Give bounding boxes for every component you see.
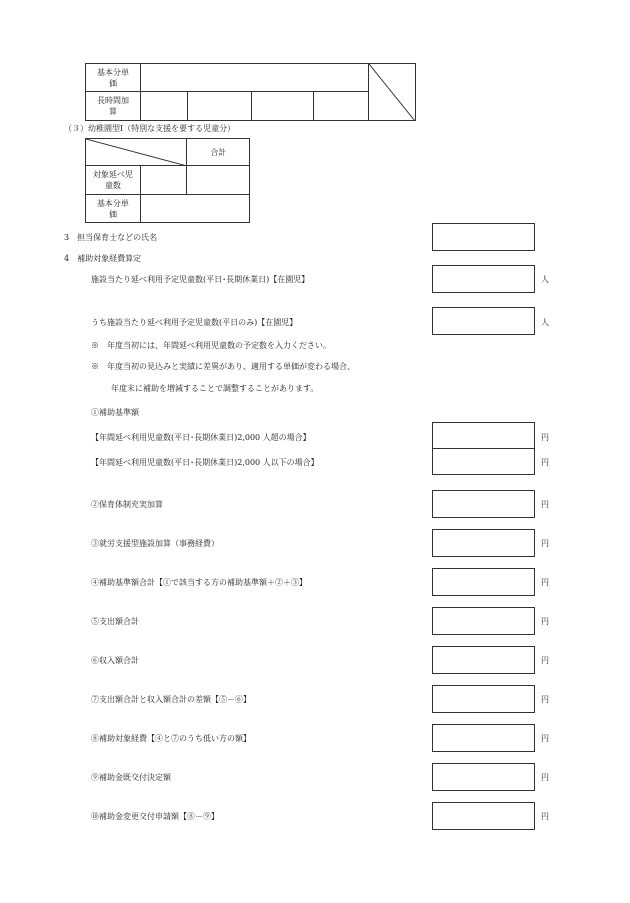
unit-yen: 円	[541, 500, 549, 509]
already-granted-input[interactable]	[432, 763, 535, 791]
long-hours-cell-1[interactable]	[140, 92, 187, 121]
rate-table-top	[85, 63, 416, 121]
row-label-base-rate	[86, 64, 141, 92]
unit-yen: 円	[541, 656, 549, 665]
row-label-text: 基本分単価	[96, 198, 129, 219]
special-support-table	[85, 138, 250, 223]
caregiver-name-input[interactable]	[432, 223, 535, 251]
row-label-long-hours	[86, 92, 141, 121]
staffing-addition-input[interactable]	[432, 490, 535, 518]
field-label-weekday-children: うち施設当たり延べ利用予定児童数(平日のみ)【在園児】	[91, 318, 298, 327]
employment-support-input[interactable]	[432, 529, 535, 557]
target-children-total-cell[interactable]	[187, 166, 250, 195]
amount-row-label: ⑧補助対象経費【④と⑦のうち低い方の額】	[91, 734, 251, 743]
target-children-cell[interactable]	[140, 166, 187, 195]
unit-yen: 円	[541, 734, 549, 743]
row-label-base-rate	[86, 195, 141, 223]
item3-label: 3 担当保育士などの氏名	[64, 233, 158, 242]
eligible-expense-input[interactable]	[432, 724, 535, 752]
base-under-2000-input[interactable]	[432, 448, 535, 475]
unit-persons: 人	[541, 318, 549, 327]
long-hours-cell-3[interactable]	[251, 92, 314, 121]
amount-row-label: ⑤支出額合計	[91, 617, 139, 626]
amount-row-label: ⑩補助金変更交付申請額【⑧－⑨】	[91, 812, 219, 821]
income-total-input[interactable]	[432, 646, 535, 674]
base-row-over-label: 【年間延べ利用児童数(平日･長期休業日)2,000 人超の場合】	[91, 433, 311, 442]
diagonal-line	[369, 64, 415, 121]
weekday-children-input[interactable]	[432, 307, 535, 335]
base-rate-cell[interactable]	[140, 195, 249, 223]
header-diagonal-cell	[86, 139, 187, 166]
note-2: ※ 年度当初の見込みと実績に差異があり、適用する単価が変わる場合、	[91, 362, 355, 371]
long-hours-cell-2[interactable]	[187, 92, 251, 121]
change-application-input[interactable]	[432, 802, 535, 830]
unit-yen: 円	[541, 539, 549, 548]
base-row-under-label: 【年間延べ利用児童数(平日･長期休業日)2,000 人以下の場合】	[91, 458, 319, 467]
base-total-input[interactable]	[432, 568, 535, 596]
row-label-target-children	[86, 166, 141, 195]
row-label-text: 基本分単価	[96, 67, 129, 88]
amount-row-label: ⑥収入額合計	[91, 656, 139, 665]
diagonal-line	[86, 139, 187, 166]
amount-row-label: ③就労支援型施設加算（事務経費）	[91, 539, 219, 548]
unit-yen: 円	[541, 458, 549, 467]
base-rate-cell[interactable]	[140, 64, 368, 92]
unit-yen: 円	[541, 695, 549, 704]
amount-row-label: ④補助基準額合計【①で該当する方の補助基準額＋②＋③】	[91, 578, 307, 587]
diagonal-cell	[369, 64, 416, 121]
item4-label: 4 補助対象経費算定	[64, 254, 142, 263]
base-over-2000-input[interactable]	[432, 422, 535, 449]
unit-yen: 円	[541, 578, 549, 587]
unit-yen: 円	[541, 617, 549, 626]
row-label-text: 長時間加算	[96, 96, 129, 116]
unit-persons: 人	[541, 275, 549, 284]
unit-yen: 円	[541, 433, 549, 442]
unit-yen: 円	[541, 812, 549, 821]
note-3: 年度末に補助を増減することで調整することがあります。	[111, 384, 319, 393]
amount-row-label: ②保育体制充実加算	[91, 500, 163, 509]
note-1: ※ 年度当初には、年間延べ利用児童数の予定数を入力ください。	[91, 341, 331, 350]
unit-yen: 円	[541, 773, 549, 782]
amount-row-label: ⑨補助金既交付決定額	[91, 773, 171, 782]
header-total: 合計	[187, 139, 250, 166]
difference-input[interactable]	[432, 685, 535, 713]
base-amount-heading: ①補助基準額	[91, 408, 139, 417]
total-children-input[interactable]	[432, 265, 535, 293]
section3-heading: （３）幼稚園型Ⅰ（特別な支援を要する児童分）	[64, 124, 236, 133]
expenditure-total-input[interactable]	[432, 607, 535, 635]
field-label-total-children: 施設当たり延べ利用予定児童数(平日･長期休業日)【在園児】	[91, 275, 310, 284]
row-label-text: 対象延べ児童数	[92, 170, 133, 190]
long-hours-cell-4[interactable]	[314, 92, 369, 121]
amount-row-label: ⑦支出額合計と収入額合計の差額【⑤－⑥】	[91, 695, 251, 704]
